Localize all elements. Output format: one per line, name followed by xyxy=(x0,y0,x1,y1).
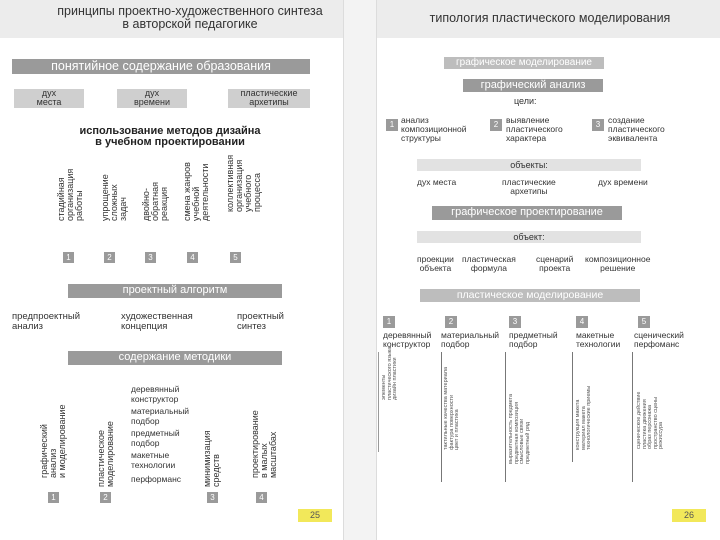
method-num-1: 1 xyxy=(48,492,59,503)
objects-label: объекты: xyxy=(510,160,548,170)
goal-analysis: анализ композиционной структуры xyxy=(401,115,467,143)
cat-wood-constructor: деревянный конструктор xyxy=(383,330,432,349)
object-spirit-of-time: дух времени xyxy=(598,177,648,187)
proj-scenario: сценарий проекта xyxy=(536,254,574,273)
col-divider-5 xyxy=(632,352,633,482)
left-page-number: 25 xyxy=(298,509,332,522)
object-label: объект: xyxy=(513,232,545,242)
project-algorithm-bar: проектный алгоритм xyxy=(68,284,282,298)
cat-mockup-tech: макетные технологии xyxy=(576,330,621,349)
principle-simplification: упрощение сложных задач xyxy=(100,174,128,221)
method-num-4: 4 xyxy=(256,492,267,503)
goal-create: создание пластического эквивалента xyxy=(608,115,665,143)
right-title: типология пластического моделирования xyxy=(429,11,671,25)
goal-num-2: 2 xyxy=(490,119,502,131)
principle-num-2: 2 xyxy=(104,252,115,263)
plastic-modeling-bar: пластическое моделирование xyxy=(420,289,640,302)
method-small-scale-design: проектирование в малых масштабах xyxy=(250,410,278,478)
method-graphic-analysis: графический анализ и моделирование xyxy=(39,404,67,478)
proj-composition: композиционное решение xyxy=(585,254,651,273)
cat-material-selection: материальный подбор xyxy=(441,330,500,349)
principle-num-5: 5 xyxy=(230,252,241,263)
cat-stage-performance: сценический перфоманс xyxy=(634,330,684,349)
object-bar xyxy=(417,231,641,243)
principle-collective-organization: коллективная организация учебного процесса xyxy=(225,154,262,212)
cat-num-1: 1 xyxy=(383,316,395,328)
cat5-details: сценическое действие пластика движения образ персонажа пространство сцены режиссура xyxy=(636,391,664,449)
principle-num-1: 1 xyxy=(63,252,74,263)
object-spirit-of-place: дух места xyxy=(417,177,457,187)
method-items-list: деревянный конструктор материальный подбор предметный подбор макетные технологии перформанс xyxy=(131,384,190,484)
object-plastic-archetypes: пластические архетипы xyxy=(502,177,556,196)
principle-staged-organization: стадийная организация работы xyxy=(56,168,84,221)
left-title-line2: в авторской педагогике xyxy=(122,17,258,31)
algo-art-concept: художественная концепция xyxy=(121,311,193,332)
proj-plastic-formula: пластическая формула xyxy=(462,254,516,273)
pill-spirit-of-time: дух времени xyxy=(117,89,187,108)
graphic-design-bar: графическое проектирование xyxy=(432,206,622,220)
graphic-modeling-bar: графическое моделирование xyxy=(444,57,604,69)
goal-reveal: выявление пластического характера xyxy=(506,115,563,143)
goals-label: цели: xyxy=(514,96,537,106)
method-num-3: 3 xyxy=(207,492,218,503)
cat-num-2: 2 xyxy=(445,316,457,328)
concept-content-bar: понятийное содержание образования xyxy=(12,59,310,74)
graphic-analysis-bar: графический анализ xyxy=(463,79,603,92)
algo-preproject-analysis: предпроектный анализ xyxy=(12,311,81,332)
col-divider-2 xyxy=(441,352,442,482)
left-title xyxy=(40,5,340,31)
col-divider-4 xyxy=(572,352,573,462)
cat2-details: тактильные качества материала фактура поверхности цвет и пластика xyxy=(443,366,460,450)
goal-num-3: 3 xyxy=(592,119,604,131)
pill-spirit-of-place: дух места xyxy=(14,89,84,108)
method-num-2: 2 xyxy=(100,492,111,503)
right-page-number: 26 xyxy=(672,509,706,522)
cat1-details: элементы пластического языка дизайн пластики xyxy=(381,346,398,400)
left-title-line1: принципы проектно-художественного синтеза xyxy=(57,4,323,18)
method-minimization: минимизация средств xyxy=(202,430,221,487)
cat-object-selection: предметный подбор xyxy=(509,330,558,349)
objects-bar xyxy=(417,159,641,171)
cat-num-3: 3 xyxy=(509,316,521,328)
cat-num-5: 5 xyxy=(638,316,650,328)
col-divider-1 xyxy=(378,352,379,452)
principle-double-reaction: двойно- обратная реакция xyxy=(141,182,169,221)
principle-num-4: 4 xyxy=(187,252,198,263)
principle-genre-change: смена жанров учебной деятельности xyxy=(182,162,210,221)
col-divider-3 xyxy=(505,352,506,482)
cat3-details: выразительность предмета предметная композиция смысловые связи предметный ряд xyxy=(508,393,531,464)
method-plastic-modeling: пластическое моделирование xyxy=(96,421,115,487)
cat-num-4: 4 xyxy=(576,316,588,328)
cat4-details: конструкция макета материал макета технологические приемы xyxy=(575,385,592,450)
pill-plastic-archetypes: пластические архетипы xyxy=(228,89,310,108)
proj-object-projections: проекции объекта xyxy=(417,254,454,273)
page-gutter xyxy=(343,0,377,540)
design-methods-heading: использование методов дизайна в учебном проектировании xyxy=(79,125,261,148)
algo-project-synthesis: проектный синтез xyxy=(237,311,284,332)
principle-num-3: 3 xyxy=(145,252,156,263)
goal-num-1: 1 xyxy=(386,119,398,131)
method-content-bar: содержание методики xyxy=(68,351,282,365)
